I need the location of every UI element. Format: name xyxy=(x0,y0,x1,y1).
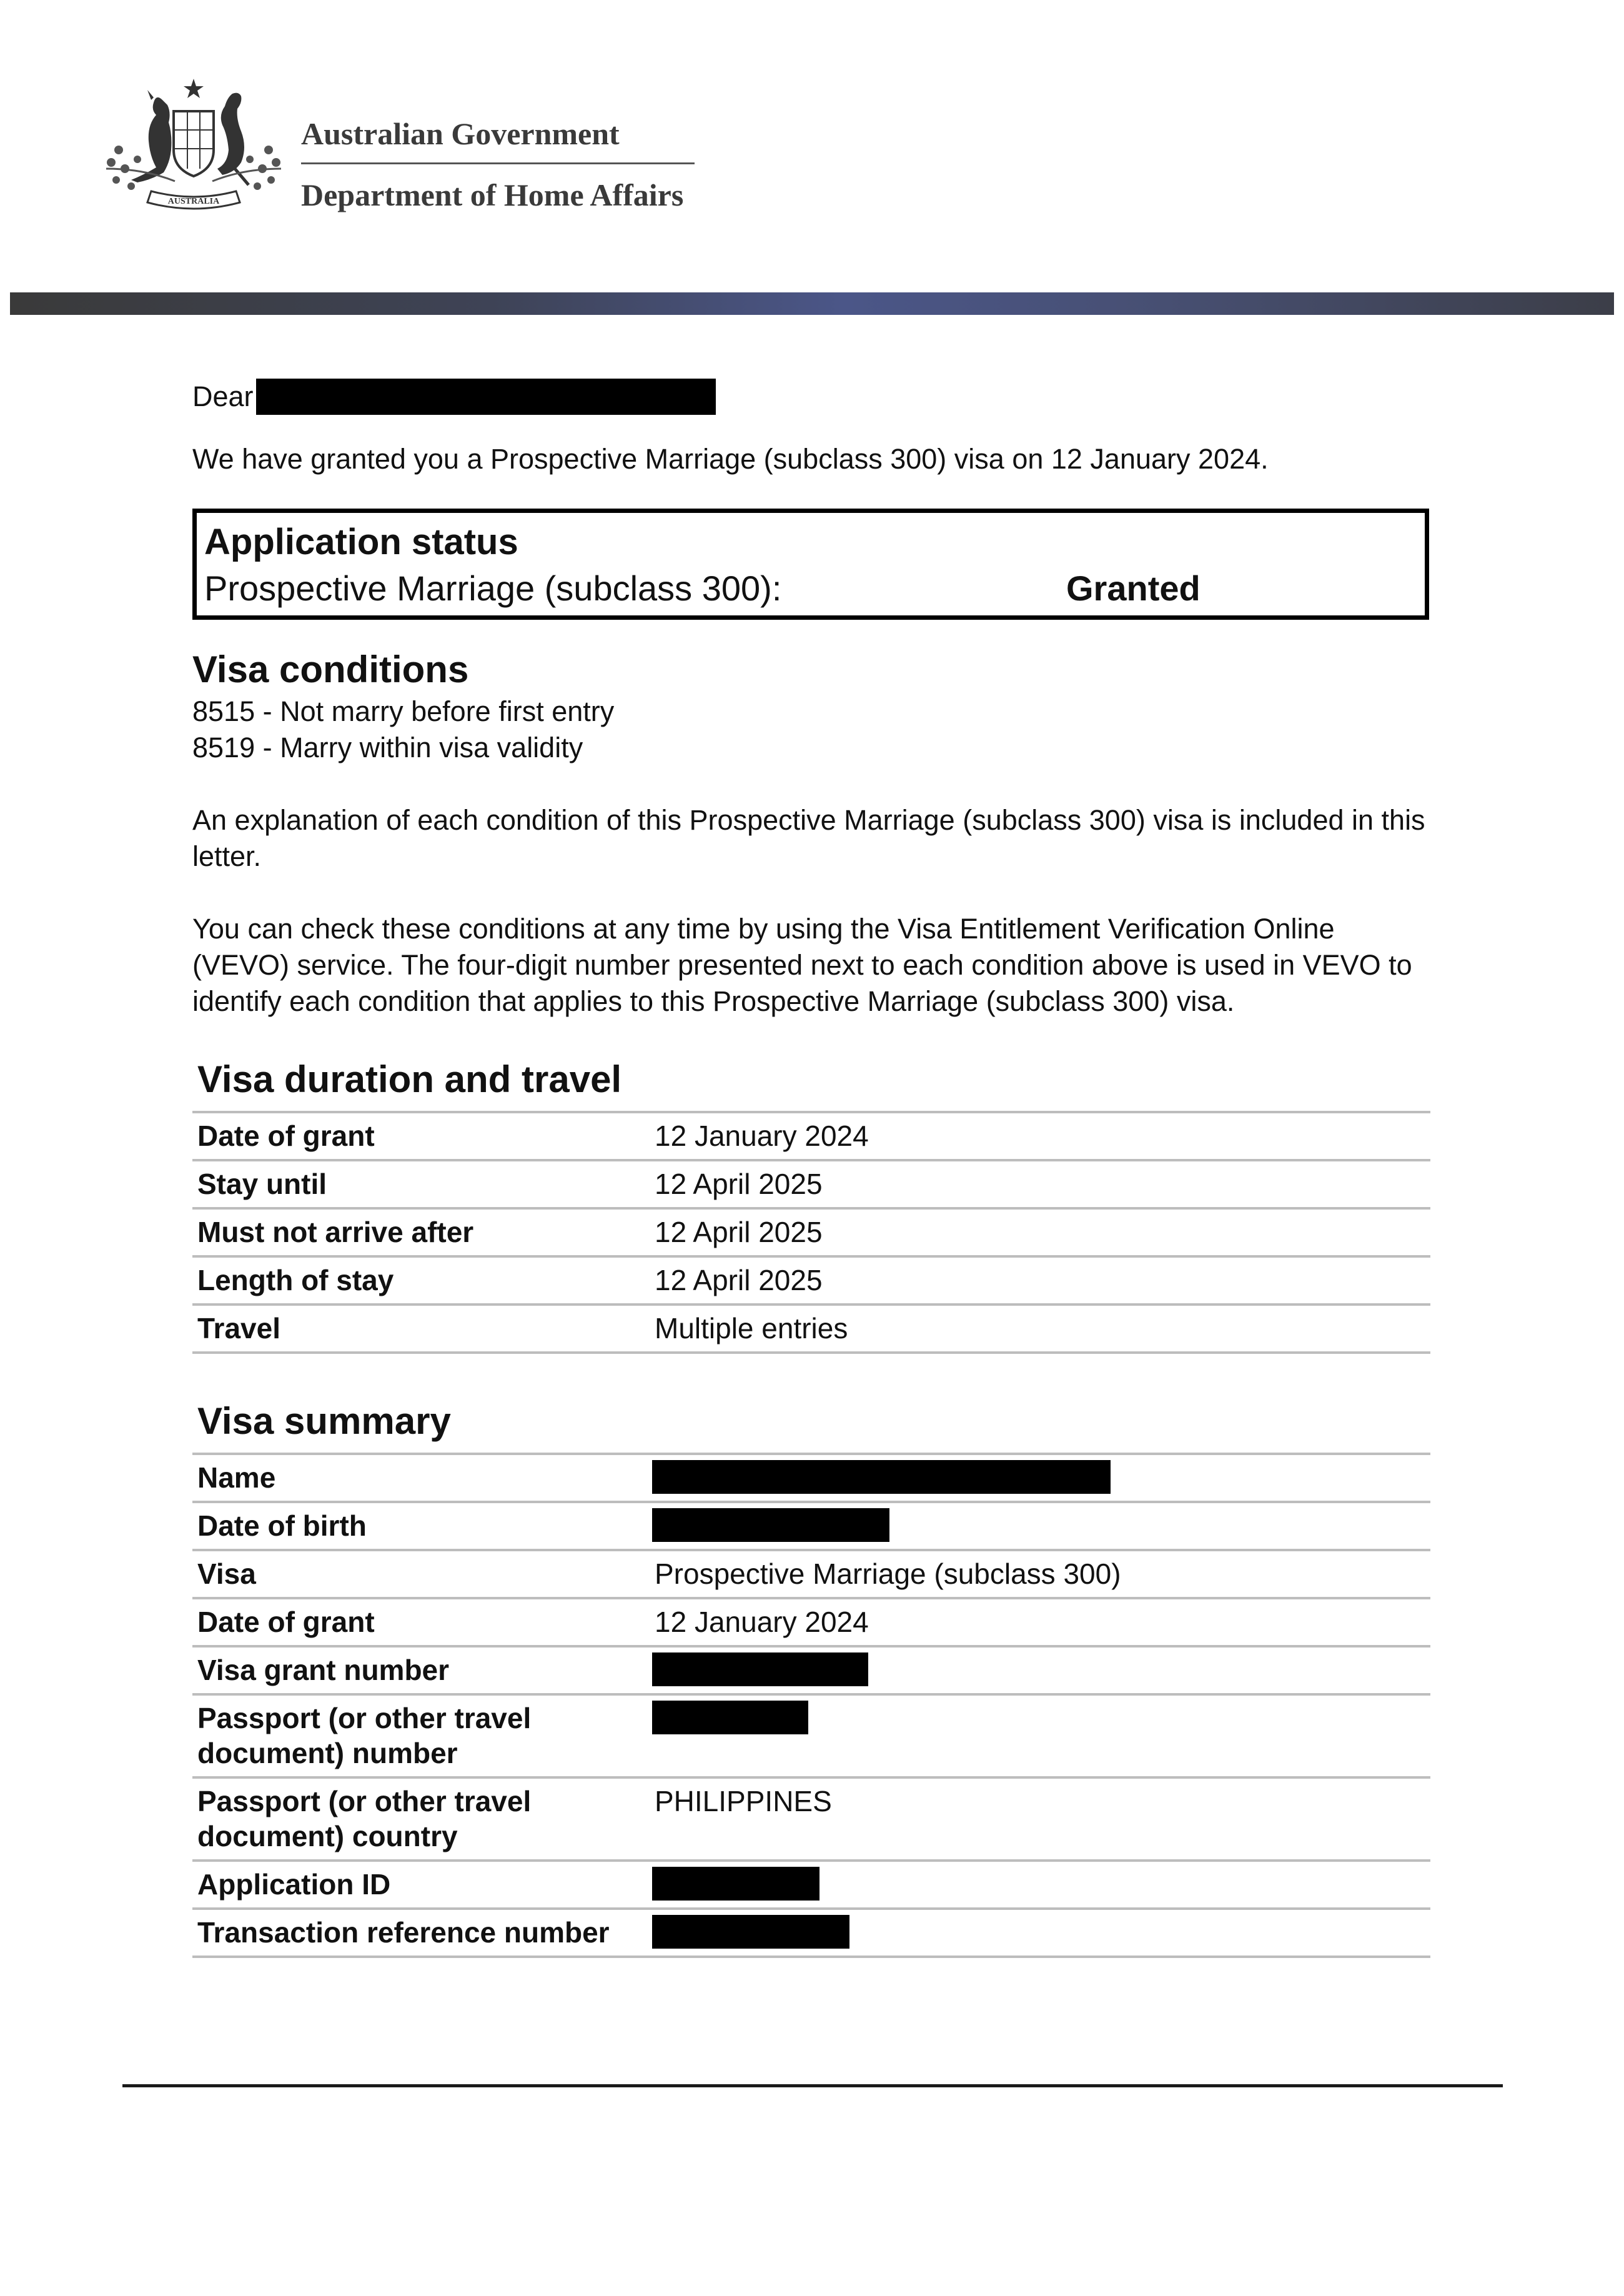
letterhead xyxy=(0,0,1624,294)
row-label xyxy=(192,1777,650,1861)
status-label: Prospective Marriage (subclass 300): xyxy=(204,569,782,608)
row-label: Visa xyxy=(192,1550,650,1598)
visa-conditions-heading: Visa conditions xyxy=(192,649,469,690)
row-label: Length of stay xyxy=(192,1256,650,1305)
table-row xyxy=(192,1208,1430,1256)
table-row xyxy=(192,1777,1430,1861)
table-row xyxy=(192,1861,1430,1909)
status-row xyxy=(204,565,1417,612)
table-row xyxy=(192,1305,1430,1353)
visa-duration-table xyxy=(192,1111,1430,1354)
row-label xyxy=(192,1694,650,1777)
table-row xyxy=(192,1502,1430,1550)
row-label: Stay until xyxy=(192,1160,650,1208)
crest-banner-text: AUSTRALIA xyxy=(167,197,220,206)
row-value: 12 April 2025 xyxy=(650,1256,1430,1305)
table-row xyxy=(192,1694,1430,1777)
conditions-explanation: An explanation of each condition of this Prospective Marriage (subclass 300) visa is included in this letter. xyxy=(192,804,1425,872)
vevo-explanation: You can check these conditions at any time by using the Visa Entitlement Verification Online (VEVO) service. The four-digit number presented next to each condition above is used in VEVO to identify each condition that applies to this Prospective Marriage (subclass 300) visa. xyxy=(192,913,1412,1017)
row-value xyxy=(650,1909,1430,1957)
condition-item: 8519 - Marry within visa validity xyxy=(192,732,583,763)
grant-statement: We have granted you a Prospective Marriage (subclass 300) visa on 12 January 2024. xyxy=(192,443,1269,475)
redacted-visa-grant-number xyxy=(652,1652,868,1686)
redacted-application-id xyxy=(652,1867,819,1901)
redacted-name xyxy=(652,1460,1111,1494)
row-label: Visa grant number xyxy=(192,1646,650,1694)
row-value: 12 January 2024 xyxy=(650,1112,1430,1160)
redacted-passport-number xyxy=(652,1701,808,1734)
redacted-date-of-birth xyxy=(652,1508,889,1542)
row-value: PHILIPPINES xyxy=(650,1777,1430,1861)
table-row xyxy=(192,1598,1430,1646)
row-label: Application ID xyxy=(192,1861,650,1909)
row-label-line: Passport (or other travel xyxy=(197,1785,532,1817)
condition-item: 8515 - Not marry before first entry xyxy=(192,695,615,727)
row-label: Travel xyxy=(192,1305,650,1353)
redacted-transaction-reference xyxy=(652,1915,849,1949)
table-row xyxy=(192,1909,1430,1957)
application-status-box xyxy=(192,509,1429,620)
status-title: Application status xyxy=(204,522,518,562)
row-value xyxy=(650,1861,1430,1909)
row-label-line: document) country xyxy=(197,1820,458,1852)
row-value: Prospective Marriage (subclass 300) xyxy=(650,1550,1430,1598)
salutation: Dear xyxy=(192,380,254,412)
table-row xyxy=(192,1646,1430,1694)
row-label: Name xyxy=(192,1454,650,1502)
table-row xyxy=(192,1112,1430,1160)
row-label: Date of birth xyxy=(192,1502,650,1550)
row-label-line: document) number xyxy=(197,1737,458,1769)
header-banner xyxy=(10,292,1614,315)
visa-summary-heading: Visa summary xyxy=(197,1400,451,1442)
department-name: Department of Home Affairs xyxy=(301,177,684,212)
row-label-line: Passport (or other travel xyxy=(197,1702,532,1734)
row-value: 12 January 2024 xyxy=(650,1598,1430,1646)
row-value: 12 April 2025 xyxy=(650,1208,1430,1256)
row-value xyxy=(650,1454,1430,1502)
row-label: Transaction reference number xyxy=(192,1909,650,1957)
row-value xyxy=(650,1646,1430,1694)
header-divider xyxy=(301,162,695,164)
row-value xyxy=(650,1502,1430,1550)
visa-duration-heading: Visa duration and travel xyxy=(197,1058,622,1100)
row-label: Must not arrive after xyxy=(192,1208,650,1256)
footer-divider xyxy=(122,2084,1503,2087)
row-value xyxy=(650,1694,1430,1777)
table-row xyxy=(192,1454,1430,1502)
redacted-recipient-name xyxy=(256,379,716,415)
row-label: Date of grant xyxy=(192,1112,650,1160)
salutation-line xyxy=(192,375,1435,419)
visa-summary-table xyxy=(192,1453,1430,1958)
row-value: 12 April 2025 xyxy=(650,1160,1430,1208)
row-label: Date of grant xyxy=(192,1598,650,1646)
table-row xyxy=(192,1256,1430,1305)
table-row xyxy=(192,1160,1430,1208)
table-row xyxy=(192,1550,1430,1598)
australian-coat-of-arms-icon xyxy=(94,75,294,219)
government-name: Australian Government xyxy=(301,116,620,151)
letter-body xyxy=(192,375,1435,1958)
row-value: Multiple entries xyxy=(650,1305,1430,1353)
status-value: Granted xyxy=(1066,569,1201,608)
